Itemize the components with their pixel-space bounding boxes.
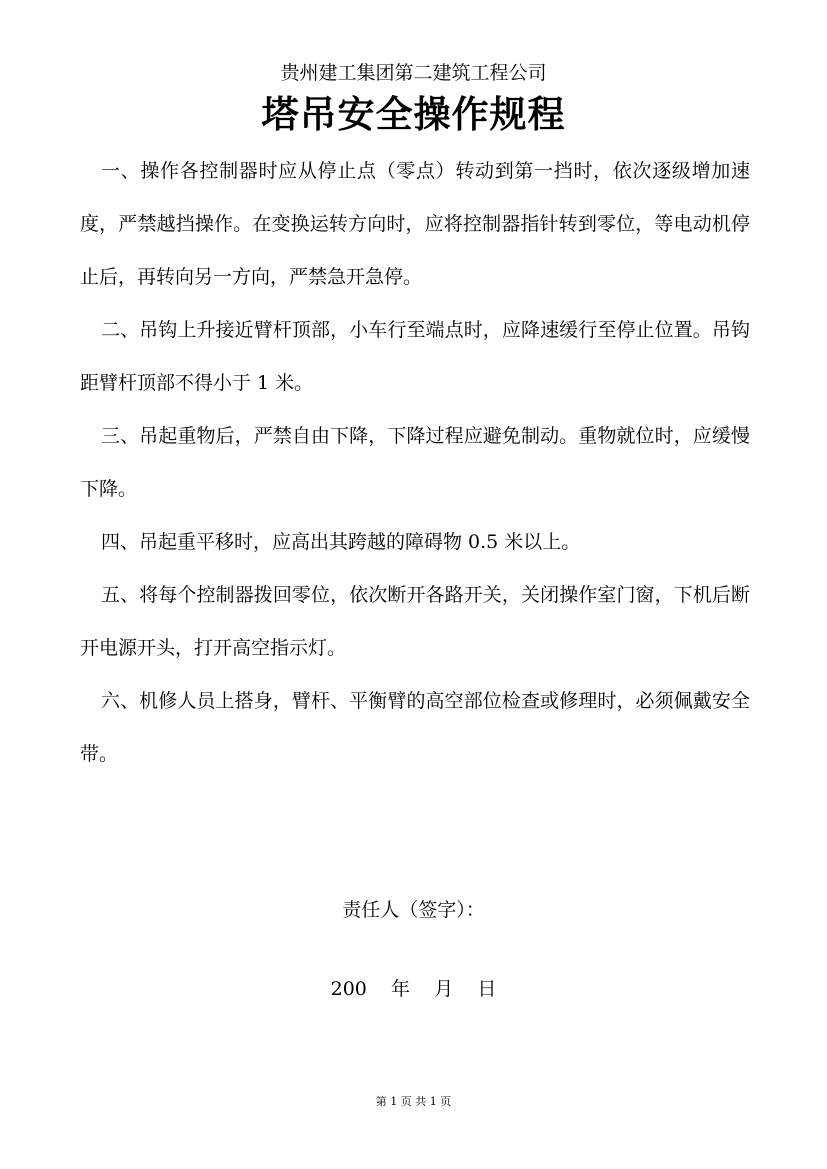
page-footer: 第 1 页 共 1 页 bbox=[375, 1095, 452, 1108]
rule-item: 一、操作各控制器时应从停止点（零点）转动到第一挡时，依次逐级增加速度，严禁越挡操作。在变换运转方向时，应将控制器指针转到零位，等电动机停止后，再转向另一方向，严禁急开急停。 bbox=[80, 160, 750, 288]
rules-list bbox=[80, 145, 750, 781]
rule-item: 二、吊钩上升接近臂杆顶部，小车行至端点时，应降速缓行至停止位置。吊钩距臂杆顶部不得小于 1 米。 bbox=[80, 319, 750, 394]
rule-item: 三、吊起重物后，严禁自由下降，下降过程应避免制动。重物就位时，应缓慢下降。 bbox=[80, 425, 750, 500]
rule-item: 四、吊起重平移时，应高出其跨越的障碍物 0.5 米以上。 bbox=[101, 531, 581, 553]
date-line: 200 年 月 日 bbox=[330, 978, 497, 1000]
signature-line: 责任人（签字）： bbox=[342, 899, 485, 921]
page-title: 塔吊安全操作规程 bbox=[261, 93, 566, 136]
rule-item: 五、将每个控制器拨回零位，依次断开各路开关，关闭操作室门窗，下机后断开电源开头，打开高空指示灯。 bbox=[80, 584, 750, 659]
rule-item: 六、机修人员上搭身，臂杆、平衡臂的高空部位检查或修理时，必须佩戴安全带。 bbox=[80, 690, 750, 765]
company-name: 贵州建工集团第二建筑工程公司 bbox=[280, 62, 547, 84]
